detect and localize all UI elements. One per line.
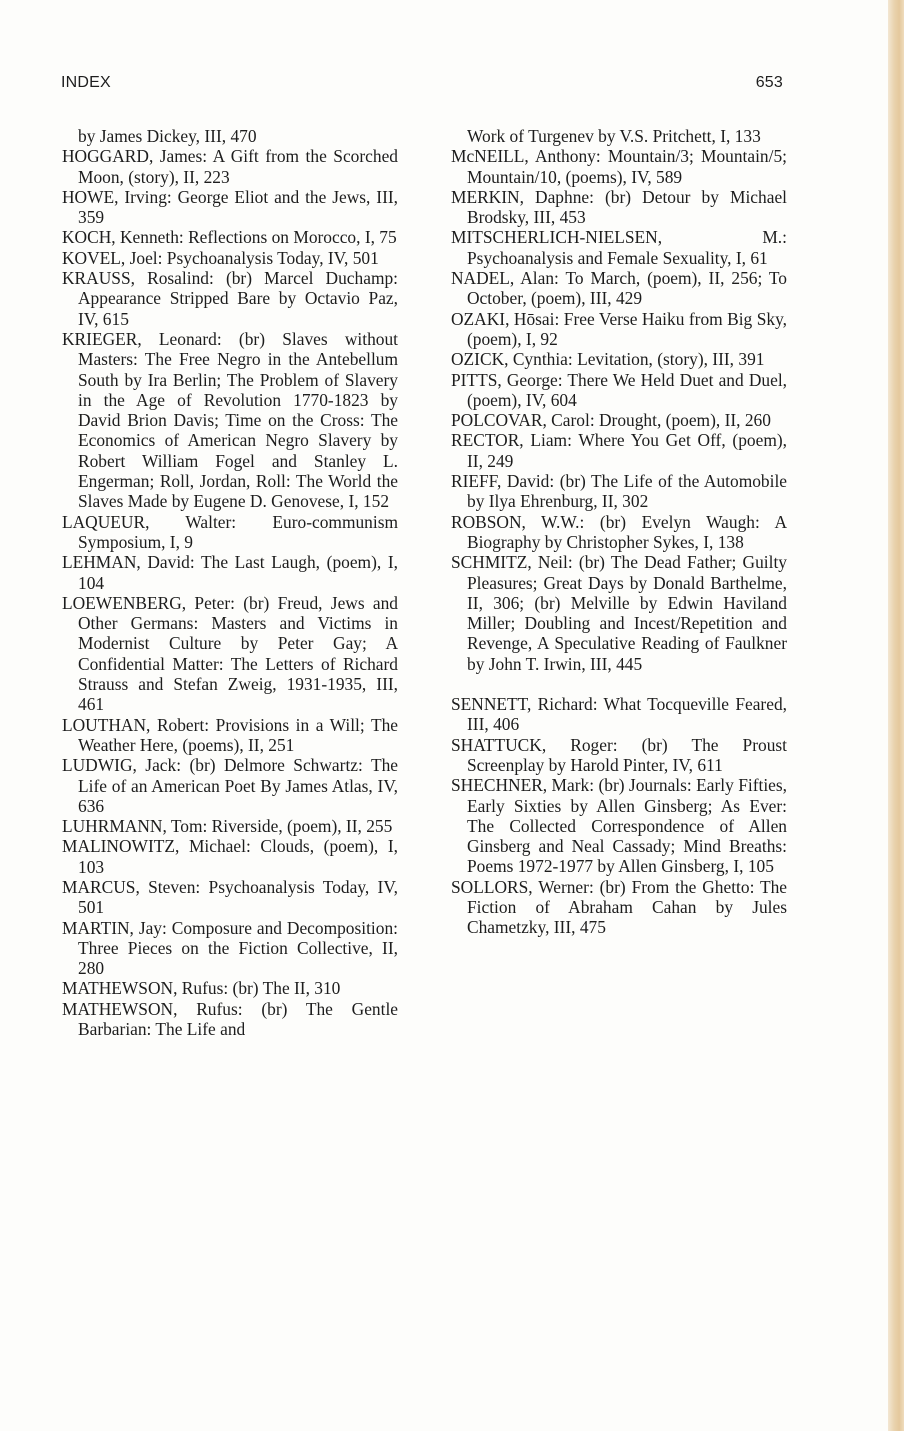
index-entry: LOEWENBERG, Peter: (br) Freud, Jews and Other Germans: Masters and Victims in Modernist Culture by Peter Gay; A Confidential Matter: The Letters of Richard Strauss and Stefan Zweig, 1931-1935, III, 461 [62,592,398,715]
index-entry: MARCUS, Steven: Psychoanalysis Today, IV, 501 [62,876,398,918]
index-entry: PITTS, George: There We Held Duet and Duel, (poem), IV, 604 [451,369,787,410]
index-entry: SOLLORS, Werner: (br) From the Ghetto: The Fiction of Abraham Cahan by Jules Chametzky, III, 475 [451,876,787,938]
index-column-left [62,126,398,1039]
index-entry: MATHEWSON, Rufus: (br) The II, 310 [62,978,341,999]
index-entry: LEHMAN, David: The Last Laugh, (poem), I, 104 [62,552,398,593]
page-number: 653 [755,74,783,91]
index-entry: HOGGARD, James: A Gift from the Scorched Moon, (story), II, 223 [62,146,398,187]
index-entry: MITSCHERLICH-NIELSEN, M.: Psychoanalysis and Female Sexuality, I, 61 [451,227,787,268]
index-entry: MALINOWITZ, Michael: Clouds, (poem), I, 103 [62,836,398,877]
index-entry: SCHMITZ, Neil: (br) The Dead Father; Guilty Pleasures; Great Days by Donald Barthelme, II, 306; (br) Melville by Edwin Haviland Miller; Doubling and Incest/Repetition and Revenge, A Speculative Reading of Faulkner by John T. Irwin, III, 445 [451,552,787,674]
index-entry: LUDWIG, Jack: (br) Delmore Schwartz: The Life of an American Poet By James Atlas, IV, 636 [62,755,398,816]
index-entry: KOCH, Kenneth: Reflections on Morocco, I, 75 [62,227,397,248]
index-entry: OZICK, Cynthia: Levitation, (story), III, 391 [451,349,765,370]
index-entry: Work of Turgenev by V.S. Pritchett, I, 133 [467,126,761,146]
index-entry: McNEILL, Anthony: Mountain/3; Mountain/5; Mountain/10, (poems), IV, 589 [451,146,787,187]
index-entry: ROBSON, W.W.: (br) Evelyn Waugh: A Biography by Christopher Sykes, I, 138 [451,511,787,552]
index-entry: LAQUEUR, Walter: Euro-communism Symposium, I, 9 [62,511,398,552]
index-entry: RECTOR, Liam: Where You Get Off, (poem), II, 249 [451,430,787,471]
index-entry: SHECHNER, Mark: (br) Journals: Early Fifties, Early Sixties by Allen Ginsberg; As Ever: The Collected Correspondence of Allen Ginsberg and Neal Cassady; Mind Breaths: Poems 1972-1977 by Allen Ginsberg, I, 105 [451,775,787,877]
index-entry: MATHEWSON, Rufus: (br) The Gentle Barbarian: The Life and [62,998,398,1040]
index-column-right [451,126,787,938]
index-entry: POLCOVAR, Carol: Drought, (poem), II, 260 [451,410,771,431]
index-entry: LOUTHAN, Robert: Provisions in a Will; The Weather Here, (poems), II, 251 [62,714,398,755]
index-entry: HOWE, Irving: George Eliot and the Jews, III, 359 [62,186,398,228]
index-entry: KRAUSS, Rosalind: (br) Marcel Duchamp: Appearance Stripped Bare by Octavio Paz, IV, 615 [62,268,398,329]
index-entry: KOVEL, Joel: Psychoanalysis Today, IV, 501 [62,247,379,268]
index-entry: OZAKI, Hōsai: Free Verse Haiku from Big Sky, (poem), I, 92 [451,308,787,349]
index-entry: MERKIN, Daphne: (br) Detour by Michael Brodsky, III, 453 [451,186,787,228]
index-entry: LUHRMANN, Tom: Riverside, (poem), II, 255 [62,816,393,837]
index-entry: SENNETT, Richard: What Tocqueville Feared, III, 406 [451,694,787,735]
index-entry: NADEL, Alan: To March, (poem), II, 256; To October, (poem), III, 429 [451,268,787,309]
index-entry: MARTIN, Jay: Composure and Decomposition: Three Pieces on the Fiction Collective, II, 280 [62,917,398,979]
page-edge-binding [888,0,904,1431]
running-head-title: INDEX [61,74,111,91]
index-entry: KRIEGER, Leonard: (br) Slaves without Masters: The Free Negro in the Antebellum South by Ira Berlin; The Problem of Slavery in the Age of Revolution 1770-1823 by David Brion Davis; Time on the Cross: The Economics of American Negro Slavery by Robert William Fogel and Stanley L. Engerman; Roll, Jordan, Roll: The World the Slaves Made by Eugene D. Genovese, I, 152 [62,328,398,512]
index-entry: by James Dickey, III, 470 [78,126,257,146]
index-entry: RIEFF, David: (br) The Life of the Automobile by Ilya Ehrenburg, II, 302 [451,471,787,512]
index-entry: SHATTUCK, Roger: (br) The Proust Screenplay by Harold Pinter, IV, 611 [451,734,787,775]
